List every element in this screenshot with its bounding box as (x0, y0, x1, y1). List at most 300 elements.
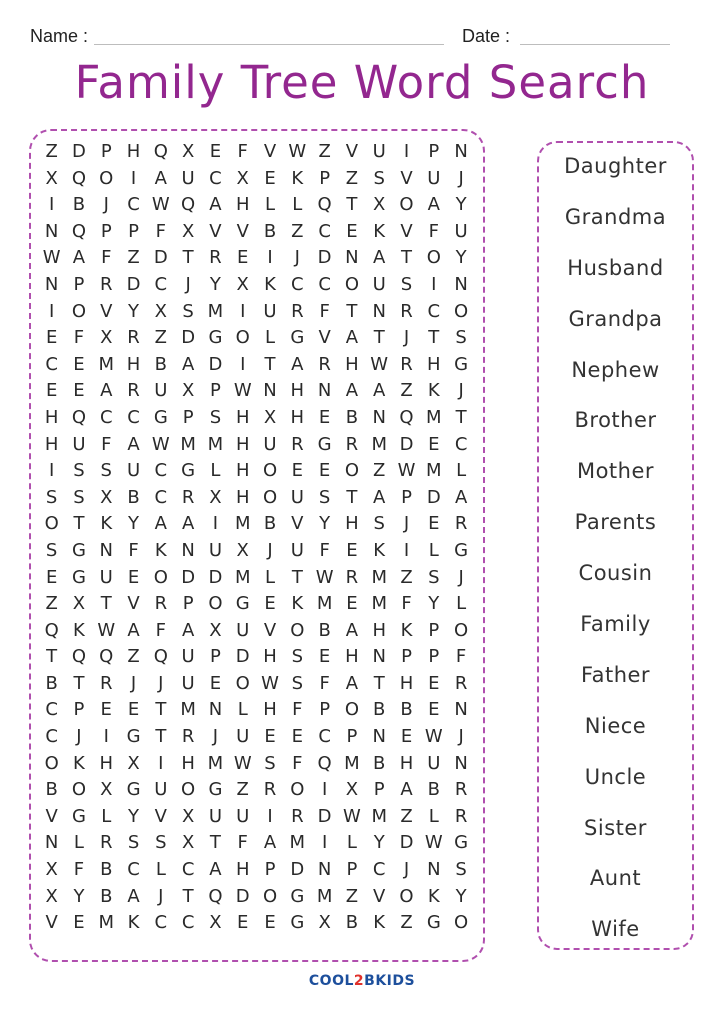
grid-letter[interactable]: X (345, 779, 359, 801)
grid-letter[interactable]: M (234, 566, 251, 588)
grid-letter[interactable]: R (209, 247, 222, 269)
grid-letter[interactable]: E (318, 460, 331, 482)
grid-letter[interactable]: D (317, 247, 332, 269)
grid-letter[interactable]: F (319, 300, 330, 322)
grid-letter[interactable]: E (264, 912, 276, 934)
grid-letter[interactable]: X (100, 779, 113, 801)
grid-letter[interactable]: C (127, 194, 140, 216)
grid-letter[interactable]: R (99, 672, 113, 694)
grid-letter[interactable]: L (155, 859, 166, 881)
grid-letter[interactable]: J (267, 539, 273, 561)
grid-letter[interactable]: P (401, 646, 412, 668)
grid-letter[interactable]: U (181, 672, 195, 694)
grid-letter[interactable]: T (155, 699, 167, 721)
grid-letter[interactable]: S (45, 539, 58, 561)
grid-letter[interactable]: V (263, 619, 277, 641)
grid-letter[interactable]: J (458, 566, 464, 588)
grid-letter[interactable]: Q (44, 619, 59, 641)
grid-letter[interactable]: G (208, 779, 223, 801)
grid-letter[interactable]: O (44, 513, 59, 535)
grid-letter[interactable]: E (264, 167, 276, 189)
grid-letter[interactable]: F (155, 220, 167, 242)
grid-letter[interactable]: E (264, 726, 276, 748)
grid-letter[interactable]: C (318, 726, 331, 748)
grid-letter[interactable]: C (45, 726, 58, 748)
grid-letter[interactable]: L (210, 460, 221, 482)
grid-letter[interactable]: O (235, 327, 250, 349)
grid-letter[interactable]: K (127, 912, 140, 934)
grid-letter[interactable]: I (267, 247, 273, 269)
grid-letter[interactable]: E (264, 593, 276, 615)
grid-letter[interactable]: I (48, 194, 55, 216)
grid-letter[interactable]: Z (127, 247, 140, 269)
grid-letter[interactable]: E (428, 433, 440, 455)
grid-letter[interactable]: H (345, 513, 359, 535)
grid-letter[interactable]: O (344, 699, 359, 721)
grid-letter[interactable]: N (208, 699, 223, 721)
grid-letter[interactable]: O (426, 247, 441, 269)
grid-letter[interactable]: U (454, 220, 468, 242)
grid-letter[interactable]: C (127, 859, 140, 881)
grid-letter[interactable]: H (235, 460, 250, 482)
grid-letter[interactable]: K (373, 912, 386, 934)
grid-letter[interactable]: B (72, 194, 86, 216)
grid-letter[interactable]: Q (71, 167, 87, 189)
grid-letter[interactable]: A (263, 832, 277, 854)
grid-letter[interactable]: K (427, 380, 440, 402)
grid-letter[interactable]: J (185, 273, 191, 295)
grid-letter[interactable]: S (428, 566, 440, 588)
grid-letter[interactable]: C (154, 912, 168, 934)
grid-letter[interactable]: E (291, 460, 303, 482)
grid-letter[interactable]: V (45, 805, 58, 827)
grid-letter[interactable]: B (373, 752, 386, 774)
grid-letter[interactable]: G (454, 832, 469, 854)
grid-letter[interactable]: E (73, 353, 85, 375)
grid-letter[interactable]: G (126, 726, 141, 748)
grid-letter[interactable]: U (427, 752, 441, 774)
grid-letter[interactable]: L (265, 566, 276, 588)
grid-letter[interactable]: W (233, 380, 252, 402)
grid-letter[interactable]: S (182, 300, 194, 322)
grid-letter[interactable]: D (126, 273, 141, 295)
grid-letter[interactable]: K (154, 539, 167, 561)
grid-letter[interactable]: S (400, 273, 413, 295)
grid-letter[interactable]: F (101, 247, 112, 269)
grid-letter[interactable]: Q (181, 194, 196, 216)
grid-letter[interactable]: G (153, 406, 168, 428)
grid-letter[interactable]: O (181, 779, 196, 801)
grid-letter[interactable]: R (454, 513, 468, 535)
grid-letter[interactable]: M (316, 885, 333, 907)
grid-letter[interactable]: J (458, 167, 464, 189)
grid-letter[interactable]: U (236, 726, 250, 748)
grid-letter[interactable]: S (373, 167, 385, 189)
grid-letter[interactable]: N (454, 752, 468, 774)
grid-letter[interactable]: S (73, 486, 85, 508)
grid-letter[interactable]: V (400, 220, 413, 242)
grid-letter[interactable]: O (399, 194, 414, 216)
grid-letter[interactable]: P (428, 619, 440, 641)
grid-letter[interactable]: Q (208, 885, 223, 907)
grid-letter[interactable]: P (73, 699, 85, 721)
grid-letter[interactable]: H (181, 752, 195, 774)
grid-letter[interactable]: X (72, 593, 86, 615)
grid-letter[interactable]: N (454, 699, 468, 721)
grid-letter[interactable]: N (181, 539, 195, 561)
grid-letter[interactable]: X (236, 167, 249, 189)
grid-letter[interactable]: R (454, 672, 468, 694)
grid-letter[interactable]: C (427, 300, 441, 322)
grid-letter[interactable]: M (207, 433, 224, 455)
grid-letter[interactable]: A (209, 194, 222, 216)
grid-letter[interactable]: H (126, 353, 141, 375)
grid-letter[interactable]: E (73, 912, 85, 934)
grid-letter[interactable]: T (401, 247, 412, 269)
grid-letter[interactable]: W (261, 672, 279, 694)
grid-letter[interactable]: I (321, 832, 328, 854)
grid-letter[interactable]: Z (400, 805, 413, 827)
grid-letter[interactable]: A (181, 619, 195, 641)
grid-letter[interactable]: W (97, 619, 116, 641)
grid-letter[interactable]: G (208, 327, 223, 349)
grid-letter[interactable]: D (235, 885, 250, 907)
grid-letter[interactable]: S (455, 859, 467, 881)
grid-letter[interactable]: R (263, 779, 277, 801)
grid-letter[interactable]: F (101, 433, 112, 455)
grid-letter[interactable]: S (318, 486, 331, 508)
grid-letter[interactable]: F (319, 539, 330, 561)
grid-letter[interactable]: M (426, 406, 442, 428)
grid-letter[interactable]: Y (455, 885, 467, 907)
grid-letter[interactable]: L (73, 832, 84, 854)
grid-letter[interactable]: U (72, 433, 86, 455)
grid-letter[interactable]: N (345, 247, 359, 269)
grid-letter[interactable]: H (235, 433, 250, 455)
grid-letter[interactable]: I (48, 460, 55, 482)
grid-letter[interactable]: W (424, 832, 443, 854)
grid-letter[interactable]: Y (428, 593, 440, 615)
grid-letter[interactable]: U (181, 167, 195, 189)
grid-letter[interactable]: F (455, 646, 467, 668)
grid-letter[interactable]: X (181, 141, 195, 162)
grid-letter[interactable]: H (399, 752, 414, 774)
grid-letter[interactable]: B (154, 353, 168, 375)
grid-letter[interactable]: T (428, 327, 440, 349)
grid-letter[interactable]: A (345, 672, 359, 694)
grid-letter[interactable]: P (346, 859, 358, 881)
grid-letter[interactable]: C (127, 406, 140, 428)
grid-letter[interactable]: A (72, 247, 86, 269)
grid-letter[interactable]: K (373, 539, 386, 561)
grid-letter[interactable]: K (427, 885, 440, 907)
grid-letter[interactable]: U (263, 433, 277, 455)
grid-letter[interactable]: P (346, 726, 358, 748)
grid-letter[interactable]: R (454, 779, 468, 801)
grid-letter[interactable]: Z (318, 141, 331, 162)
grid-letter[interactable]: Y (373, 832, 385, 854)
grid-letter[interactable]: O (454, 300, 469, 322)
grid-letter[interactable]: T (346, 300, 358, 322)
grid-letter[interactable]: Z (373, 460, 386, 482)
grid-letter[interactable]: O (71, 300, 87, 322)
grid-letter[interactable]: L (346, 832, 357, 854)
grid-letter[interactable]: G (426, 912, 441, 934)
grid-letter[interactable]: R (181, 726, 195, 748)
grid-letter[interactable]: M (316, 593, 333, 615)
grid-letter[interactable]: G (290, 912, 305, 934)
grid-letter[interactable]: I (48, 300, 55, 322)
grid-letter[interactable]: S (155, 832, 167, 854)
grid-letter[interactable]: Z (154, 327, 167, 349)
grid-letter[interactable]: R (291, 433, 304, 455)
grid-letter[interactable]: L (428, 539, 439, 561)
grid-letter[interactable]: L (428, 805, 439, 827)
grid-letter[interactable]: W (397, 460, 416, 482)
grid-letter[interactable]: F (428, 220, 439, 242)
grid-letter[interactable]: R (291, 300, 304, 322)
grid-letter[interactable]: H (399, 672, 414, 694)
grid-letter[interactable]: C (45, 699, 58, 721)
grid-letter[interactable]: I (103, 726, 109, 748)
grid-letter[interactable]: R (127, 327, 140, 349)
grid-letter[interactable]: U (372, 273, 386, 295)
grid-letter[interactable]: S (373, 513, 385, 535)
grid-letter[interactable]: X (45, 167, 58, 189)
grid-letter[interactable]: G (181, 460, 196, 482)
grid-letter[interactable]: Z (345, 885, 359, 907)
grid-letter[interactable]: M (180, 433, 196, 455)
grid-letter[interactable]: X (373, 194, 386, 216)
grid-letter[interactable]: N (263, 380, 277, 402)
grid-letter[interactable]: D (72, 141, 86, 162)
grid-letter[interactable]: K (73, 619, 85, 641)
grid-letter[interactable]: J (403, 513, 410, 535)
grid-letter[interactable]: Z (45, 593, 58, 615)
grid-letter[interactable]: W (343, 805, 361, 827)
grid-letter[interactable]: A (181, 353, 195, 375)
grid-letter[interactable]: Y (128, 805, 140, 827)
grid-letter[interactable]: H (44, 406, 59, 428)
grid-letter[interactable]: P (428, 141, 440, 162)
grid-letter[interactable]: T (100, 593, 112, 615)
grid-letter[interactable]: G (235, 593, 250, 615)
grid-letter[interactable]: Z (127, 646, 140, 668)
grid-letter[interactable]: X (263, 406, 277, 428)
grid-letter[interactable]: O (44, 752, 59, 774)
date-field-line[interactable] (520, 44, 670, 45)
grid-letter[interactable]: R (99, 273, 113, 295)
grid-letter[interactable]: H (345, 353, 359, 375)
grid-letter[interactable]: N (99, 539, 113, 561)
grid-letter[interactable]: R (400, 353, 413, 375)
grid-letter[interactable]: B (45, 672, 58, 694)
grid-letter[interactable]: E (209, 672, 222, 694)
grid-letter[interactable]: S (127, 832, 140, 854)
grid-letter[interactable]: I (431, 273, 437, 295)
grid-letter[interactable]: O (290, 779, 305, 801)
grid-letter[interactable]: Y (455, 247, 467, 269)
grid-letter[interactable]: R (345, 433, 359, 455)
grid-letter[interactable]: A (127, 885, 140, 907)
grid-letter[interactable]: A (427, 194, 440, 216)
grid-letter[interactable]: L (456, 460, 467, 482)
grid-letter[interactable]: T (346, 194, 358, 216)
grid-letter[interactable]: S (209, 406, 222, 428)
grid-letter[interactable]: I (321, 779, 328, 801)
grid-letter[interactable]: U (427, 167, 441, 189)
grid-letter[interactable]: W (151, 433, 170, 455)
grid-letter[interactable]: G (290, 327, 305, 349)
grid-letter[interactable]: W (233, 752, 252, 774)
grid-letter[interactable]: H (126, 141, 141, 162)
grid-letter[interactable]: P (319, 167, 331, 189)
grid-letter[interactable]: U (290, 486, 304, 508)
grid-letter[interactable]: V (45, 912, 58, 934)
grid-letter[interactable]: T (46, 646, 58, 668)
grid-letter[interactable]: E (428, 672, 440, 694)
grid-letter[interactable]: C (154, 486, 168, 508)
grid-letter[interactable]: C (209, 167, 222, 189)
grid-letter[interactable]: B (263, 220, 277, 242)
grid-letter[interactable]: U (208, 539, 223, 561)
grid-letter[interactable]: U (181, 646, 195, 668)
grid-letter[interactable]: O (153, 566, 168, 588)
grid-letter[interactable]: E (291, 726, 303, 748)
grid-letter[interactable]: I (240, 353, 246, 375)
grid-letter[interactable]: X (236, 273, 249, 295)
grid-letter[interactable]: N (317, 380, 332, 402)
grid-letter[interactable]: O (454, 619, 469, 641)
grid-letter[interactable]: O (344, 273, 359, 295)
grid-letter[interactable]: E (45, 380, 58, 402)
grid-letter[interactable]: F (319, 672, 330, 694)
grid-letter[interactable]: X (209, 912, 222, 934)
grid-letter[interactable]: I (403, 539, 410, 561)
grid-letter[interactable]: V (373, 885, 386, 907)
grid-letter[interactable]: X (100, 327, 113, 349)
grid-letter[interactable]: C (454, 433, 468, 455)
grid-letter[interactable]: Z (236, 779, 249, 801)
grid-letter[interactable]: Z (45, 141, 58, 162)
grid-letter[interactable]: B (345, 912, 359, 934)
grid-letter[interactable]: R (400, 300, 413, 322)
grid-letter[interactable]: V (400, 167, 413, 189)
grid-letter[interactable]: A (373, 247, 386, 269)
grid-letter[interactable]: D (181, 327, 196, 349)
grid-letter[interactable]: B (100, 859, 113, 881)
grid-letter[interactable]: T (155, 726, 167, 748)
grid-letter[interactable]: J (130, 672, 137, 694)
grid-letter[interactable]: N (317, 859, 332, 881)
grid-letter[interactable]: Y (319, 513, 331, 535)
grid-letter[interactable]: R (99, 832, 113, 854)
grid-letter[interactable]: C (181, 859, 195, 881)
grid-letter[interactable]: A (373, 486, 386, 508)
grid-letter[interactable]: N (44, 832, 59, 854)
grid-letter[interactable]: T (73, 513, 85, 535)
grid-letter[interactable]: J (458, 726, 464, 748)
grid-letter[interactable]: G (290, 885, 305, 907)
grid-letter[interactable]: X (181, 805, 195, 827)
grid-letter[interactable]: Q (71, 646, 87, 668)
grid-letter[interactable]: Q (153, 646, 168, 668)
grid-letter[interactable]: E (428, 513, 440, 535)
grid-letter[interactable]: X (100, 486, 113, 508)
grid-letter[interactable]: O (262, 885, 278, 907)
grid-letter[interactable]: H (290, 406, 305, 428)
grid-letter[interactable]: W (151, 194, 170, 216)
grid-letter[interactable]: E (346, 593, 358, 615)
grid-letter[interactable]: G (317, 433, 332, 455)
grid-letter[interactable]: T (373, 327, 385, 349)
grid-letter[interactable]: S (45, 486, 58, 508)
grid-letter[interactable]: F (73, 327, 85, 349)
grid-letter[interactable]: A (454, 486, 468, 508)
grid-letter[interactable]: Q (399, 406, 414, 428)
grid-letter[interactable]: J (212, 726, 219, 748)
grid-letter[interactable]: D (399, 832, 414, 854)
grid-letter[interactable]: X (181, 380, 195, 402)
grid-letter[interactable]: Z (400, 566, 413, 588)
grid-letter[interactable]: J (294, 247, 300, 269)
grid-letter[interactable]: N (44, 273, 59, 295)
grid-letter[interactable]: N (372, 406, 386, 428)
grid-letter[interactable]: M (98, 912, 114, 934)
grid-letter[interactable]: C (291, 273, 304, 295)
grid-letter[interactable]: L (265, 327, 276, 349)
grid-letter[interactable]: X (209, 619, 222, 641)
grid-letter[interactable]: K (373, 220, 386, 242)
grid-letter[interactable]: T (455, 406, 467, 428)
grid-letter[interactable]: A (100, 380, 113, 402)
grid-letter[interactable]: A (345, 380, 359, 402)
grid-letter[interactable]: M (371, 805, 387, 827)
grid-letter[interactable]: S (291, 672, 304, 694)
grid-letter[interactable]: R (291, 805, 304, 827)
grid-letter[interactable]: A (373, 380, 386, 402)
grid-letter[interactable]: F (292, 699, 303, 721)
grid-letter[interactable]: L (456, 593, 467, 615)
grid-letter[interactable]: P (319, 699, 331, 721)
grid-letter[interactable]: B (45, 779, 58, 801)
grid-letter[interactable]: B (345, 406, 359, 428)
grid-letter[interactable]: I (267, 805, 273, 827)
grid-letter[interactable]: G (454, 539, 469, 561)
grid-letter[interactable]: P (401, 486, 412, 508)
grid-letter[interactable]: H (235, 406, 250, 428)
grid-letter[interactable]: M (234, 513, 251, 535)
grid-letter[interactable]: A (291, 353, 304, 375)
grid-letter[interactable]: G (71, 805, 86, 827)
grid-letter[interactable]: E (346, 539, 358, 561)
grid-letter[interactable]: E (100, 699, 112, 721)
grid-letter[interactable]: V (291, 513, 304, 535)
grid-letter[interactable]: E (346, 220, 358, 242)
grid-letter[interactable]: U (236, 805, 250, 827)
grid-letter[interactable]: E (73, 380, 85, 402)
grid-letter[interactable]: V (154, 805, 167, 827)
grid-letter[interactable]: B (373, 699, 386, 721)
grid-letter[interactable]: E (45, 327, 58, 349)
grid-letter[interactable]: U (372, 141, 386, 162)
grid-letter[interactable]: H (263, 646, 277, 668)
grid-letter[interactable]: R (454, 805, 468, 827)
grid-letter[interactable]: E (237, 247, 249, 269)
grid-letter[interactable]: A (127, 433, 140, 455)
grid-letter[interactable]: S (100, 460, 112, 482)
grid-letter[interactable]: I (130, 167, 137, 189)
